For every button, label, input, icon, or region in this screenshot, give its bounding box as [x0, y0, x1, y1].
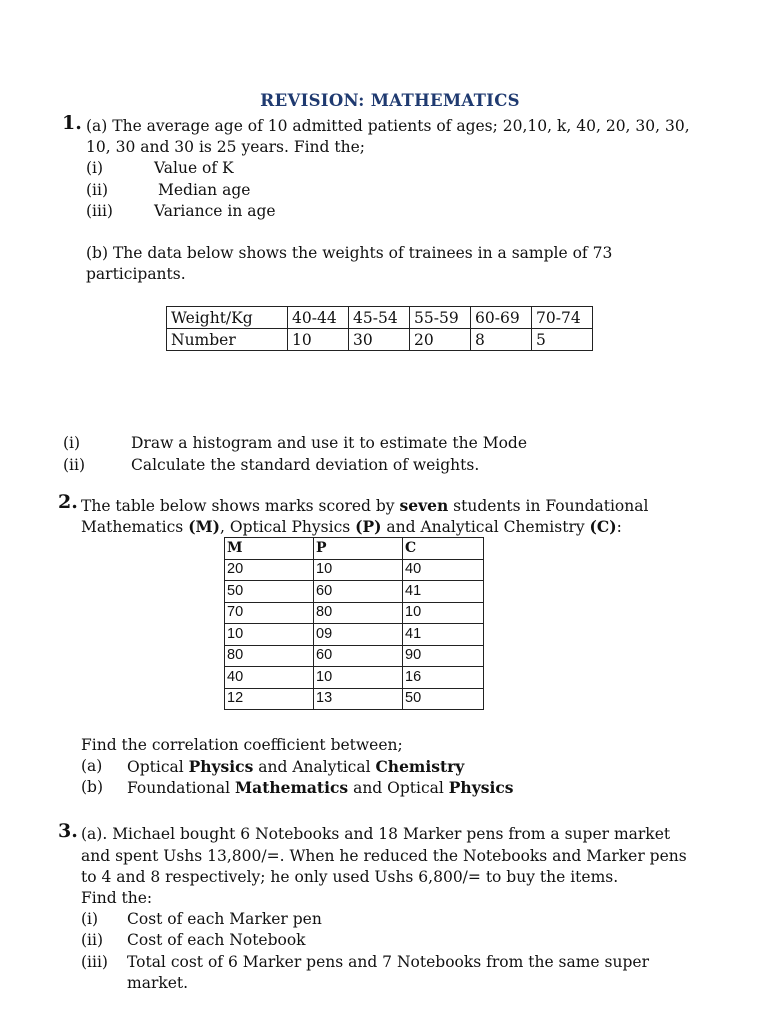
- table-cell: 20: [410, 329, 471, 351]
- table-cell: 12: [225, 688, 314, 710]
- q1a-line-2: 10, 30 and 30 is 25 years. Find the;: [86, 138, 365, 156]
- q2-item-text: Foundational Mathematics and Optical Physics: [127, 778, 514, 797]
- table-header-cell: M: [225, 538, 314, 560]
- q1a-item-label: (ii): [86, 181, 109, 199]
- q2-item-label: (b): [81, 778, 104, 796]
- q2-line-1: The table below shows marks scored by seven students in Foundational: [81, 496, 649, 515]
- table-cell: 40: [225, 667, 314, 689]
- table-cell: 13: [314, 688, 403, 710]
- table-cell: 90: [403, 645, 484, 667]
- q2-find-line: Find the correlation coefficient between;: [81, 736, 403, 754]
- table-cell: 09: [314, 624, 403, 646]
- table-row: [167, 307, 593, 329]
- table-header-cell: C: [403, 538, 484, 560]
- table-cell: Number: [167, 329, 288, 351]
- question-2-number: 2.: [58, 491, 78, 513]
- q1b-item-label: (i): [63, 434, 81, 452]
- table-cell: 60-69: [471, 307, 532, 329]
- table-cell: 41: [403, 581, 484, 603]
- q1a-item-text: Variance in age: [154, 202, 276, 220]
- table-row: [225, 688, 484, 710]
- table-header-cell: P: [314, 538, 403, 560]
- q1b-line-1: (b) The data below shows the weights of trainees in a sample of 73: [86, 244, 613, 262]
- table-cell: 8: [471, 329, 532, 351]
- table-row: [225, 581, 484, 603]
- table-row: [167, 329, 593, 351]
- table-cell: 10: [314, 559, 403, 581]
- q3-line-4: Find the:: [81, 889, 153, 907]
- q2-item-text: Optical Physics and Analytical Chemistry: [127, 757, 465, 776]
- marks-table: [224, 537, 484, 710]
- q1b-line-2: participants.: [86, 265, 186, 283]
- q1b-item-text: Draw a histogram and use it to estimate the Mode: [131, 434, 527, 452]
- table-cell: 10: [225, 624, 314, 646]
- q3-line-2: and spent Ushs 13,800/=. When he reduced the Notebooks and Marker pens: [81, 847, 687, 865]
- table-cell: 40-44: [288, 307, 349, 329]
- q3-item-label: (i): [81, 910, 99, 928]
- question-3-number: 3.: [58, 820, 78, 842]
- table-cell: 55-59: [410, 307, 471, 329]
- q3-item-text: Cost of each Marker pen: [127, 910, 322, 928]
- table-cell: 10: [403, 602, 484, 624]
- q1b-item-label: (ii): [63, 456, 86, 474]
- q3-item-text: Cost of each Notebook: [127, 931, 306, 949]
- q1b-item-text: Calculate the standard deviation of weights.: [131, 456, 480, 474]
- table-row: [225, 667, 484, 689]
- q3-item-label: (ii): [81, 931, 104, 949]
- q3-item-text: Total cost of 6 Marker pens and 7 Notebooks from the same super: [127, 953, 649, 971]
- question-1-number: 1.: [62, 112, 82, 134]
- q3-line-3: to 4 and 8 respectively; he only used Ushs 6,800/= to buy the items.: [81, 868, 619, 886]
- q2-item-label: (a): [81, 757, 103, 775]
- q1a-item-text: Value of K: [154, 159, 234, 177]
- table-cell: Weight/Kg: [167, 307, 288, 329]
- page-title: REVISION: MATHEMATICS: [260, 91, 520, 111]
- table-cell: 10: [288, 329, 349, 351]
- q3-item-continuation: market.: [127, 974, 189, 992]
- table-cell: 80: [314, 602, 403, 624]
- q3-item-label: (iii): [81, 953, 108, 971]
- table-cell: 16: [403, 667, 484, 689]
- table-cell: 50: [225, 581, 314, 603]
- table-cell: 40: [403, 559, 484, 581]
- q1a-item-label: (iii): [86, 202, 113, 220]
- table-row: [225, 538, 484, 560]
- q3-line-1: (a). Michael bought 6 Notebooks and 18 Marker pens from a super market: [81, 825, 671, 843]
- q1a-item-label: (i): [86, 159, 104, 177]
- weights-table: [166, 306, 593, 351]
- table-row: [225, 559, 484, 581]
- table-cell: 60: [314, 581, 403, 603]
- table-cell: 20: [225, 559, 314, 581]
- table-cell: 41: [403, 624, 484, 646]
- table-cell: 80: [225, 645, 314, 667]
- table-cell: 30: [349, 329, 410, 351]
- q1a-item-text: Median age: [158, 181, 251, 199]
- table-row: [225, 624, 484, 646]
- table-cell: 5: [532, 329, 593, 351]
- table-row: [225, 645, 484, 667]
- table-row: [225, 602, 484, 624]
- table-cell: 70-74: [532, 307, 593, 329]
- table-cell: 50: [403, 688, 484, 710]
- table-cell: 70: [225, 602, 314, 624]
- table-cell: 10: [314, 667, 403, 689]
- table-cell: 45-54: [349, 307, 410, 329]
- q2-line-2: Mathematics (M), Optical Physics (P) and Analytical Chemistry (C):: [81, 517, 622, 536]
- q1a-line-1: (a) The average age of 10 admitted patients of ages; 20,10, k, 40, 20, 30, 30,: [86, 117, 690, 135]
- table-cell: 60: [314, 645, 403, 667]
